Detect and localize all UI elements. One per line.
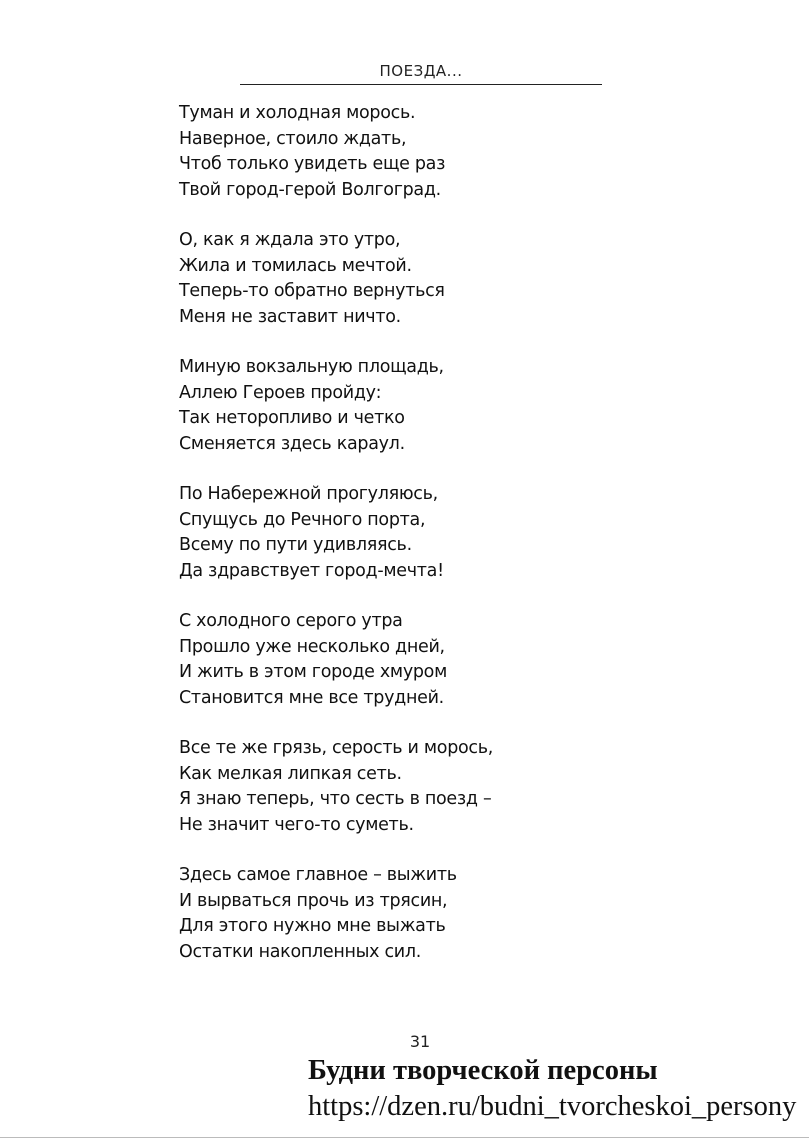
poem [179,101,599,990]
poem-line: Здесь самое главное – выжить [179,865,457,885]
poem-line: Теперь-то обратно вернуться [179,281,445,301]
poem-line: С холодного серого утра [179,611,403,631]
poem-line: Сменяется здесь караул. [179,433,405,454]
poem-line: Меня не заставит ничто. [179,306,401,327]
stanza [179,101,599,203]
poem-line: Всему по пути удивляясь. [179,535,412,555]
page-number: 31 [409,1032,431,1051]
poem-line: Как мелкая липкая сеть. [179,763,402,784]
poem-line: Для этого нужно мне выжать [179,916,446,936]
poem-line: Твой город-герой Волгоград. [179,179,441,200]
stanza [179,355,599,457]
stanza [179,482,599,584]
poem-line: Спущусь до Речного порта, [179,509,426,530]
stanza [179,228,599,330]
poem-line: Миную вокзальную площадь, [179,357,444,377]
stanza [179,609,599,711]
poem-line: Все те же грязь, серость и морось, [179,738,494,758]
stanza [179,863,599,965]
poem-line: Так неторопливо и четко [179,408,405,428]
poem-line: Прошло уже несколько дней, [179,636,445,657]
bottom-rule [0,1137,809,1138]
footer-url[interactable]: https://dzen.ru/budni_tvorcheskoi_persony [308,1091,797,1122]
header-rule [240,84,602,85]
poem-line: Я знаю теперь, что сесть в поезд – [179,789,492,809]
poem-line: Становится мне все трудней. [179,687,444,708]
poem-line: И вырваться прочь из трясин, [179,890,448,911]
stanza [179,736,599,838]
poem-line: Остатки накопленных сил. [179,941,422,962]
poem-line: Чтоб только увидеть еще раз [179,154,446,174]
poem-line: О, как я ждала это утро, [179,230,401,250]
poem-line: И жить в этом городе хмуром [179,662,447,682]
poem-line: Не значит чего-то суметь. [179,814,414,835]
poem-line: Наверное, стоило ждать, [179,128,407,149]
page-header-title: ПОЕЗДА... [379,62,463,80]
poem-line: Аллею Героев пройду: [179,382,382,403]
poem-line: Жила и томилась мечтой. [179,255,412,276]
footer-title: Будни творческой персоны [308,1055,658,1086]
poem-line: Да здравствует город-мечта! [179,560,444,581]
poem-line: По Набережной прогуляюсь, [179,484,438,504]
poem-line: Туман и холодная морось. [179,103,416,123]
